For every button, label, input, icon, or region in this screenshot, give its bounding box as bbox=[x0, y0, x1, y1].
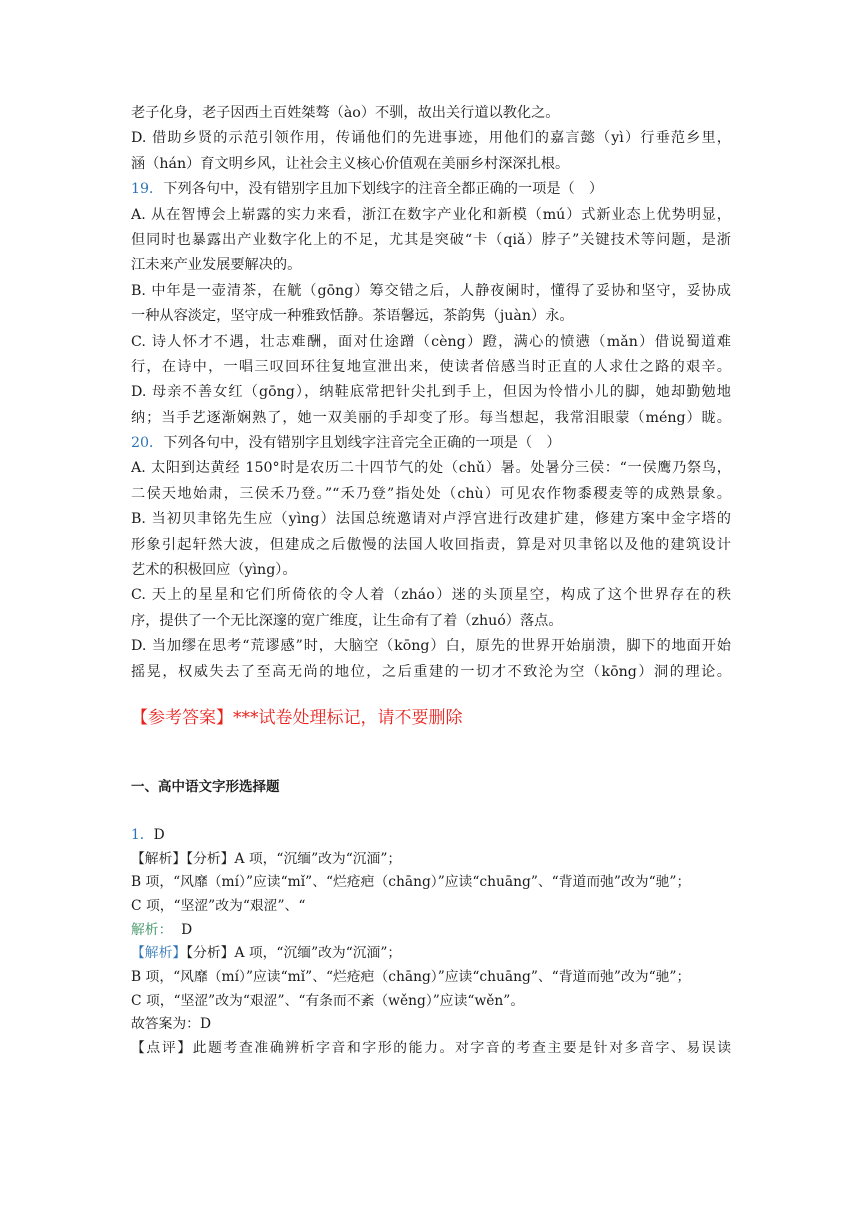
analysis-line: B 项，“风靡（mí）”应读“mǐ”、“烂疮疤（chāng）”应读“chuāng”、“背道而弛”改为“驰”； bbox=[131, 874, 691, 891]
jiexi-label: 解析： bbox=[131, 921, 173, 938]
section-title: 一、高中语文字形选择题 bbox=[131, 778, 280, 795]
fenxi-text: 【分析】A 项，“沉缅”改为“沉湎”； bbox=[186, 945, 402, 962]
option-line: B. 中年是一壶清茶，在觥（gōng）筹交错之后，人静夜阑时，懂得了妥协和坚守，妥协成 bbox=[131, 282, 731, 299]
option-line: B. 当初贝聿铭先生应（yìng）法国总统邀请对卢浮宫进行改建扩建，修建方案中金字塔的 bbox=[131, 511, 731, 528]
question-19-stem bbox=[131, 177, 731, 202]
jiexi-value: D bbox=[181, 921, 193, 938]
jiexi-tag: 【解析】 bbox=[131, 945, 187, 962]
answer-value: D bbox=[153, 826, 165, 843]
analysis-line bbox=[131, 942, 731, 966]
jiexi-line bbox=[131, 919, 731, 943]
option-line: 摇晃，权威失去了至高无尚的地位，之后重建的一切才不致沦为空（kōng）洞的理论。 bbox=[131, 663, 731, 680]
option-line: 二侯天地始肃，三侯禾乃登。”“禾乃登”指处处（chù）可见农作物黍稷麦等的成熟景象。 bbox=[131, 485, 731, 502]
option-line: 形象引起轩然大波，但建成之后傲慢的法国人收回指责，算是对贝聿铭以及他的建筑设计 bbox=[131, 536, 731, 553]
option-line: C. 天上的星星和它们所倚依的令人着（zháo）迷的头顶星空，构成了这个世界存在的秩 bbox=[131, 587, 731, 604]
question-stem: 下列各句中，没有错别字且划线字注音完全正确的一项是（ ） bbox=[163, 435, 561, 452]
question-stem: 下列各句中，没有错别字且加下划线字的注音全都正确的一项是（ ） bbox=[163, 181, 604, 198]
option-line: 序，提供了一个无比深邃的宽广维度，让生命有了着（zhuó）落点。 bbox=[131, 612, 563, 629]
answer-1 bbox=[131, 824, 731, 848]
answer-number: 1． bbox=[131, 826, 154, 843]
option-line: A. 从在智博会上崭露的实力来看，浙江在数字产业化和新模（mú）式新业态上优势明显， bbox=[131, 206, 731, 223]
option-line: 一种从容淡定，坚守成一种雅致恬静。茶语馨远，茶韵隽（juàn）永。 bbox=[131, 308, 574, 325]
text-line: 老子化身，老子因西土百姓桀骜（ào）不驯，故出关行道以教化之。 bbox=[131, 105, 560, 121]
analysis-line: C 项，“坚涩”改为“艰涩”、“ bbox=[131, 898, 306, 915]
reference-answer-marker: 【参考答案】***试卷处理标记，请不要删除 bbox=[131, 707, 463, 728]
option-line: C. 诗人怀才不遇，壮志难酬，面对仕途蹭（cèng）蹬，满心的愤懑（mǎn）借说蜀道难 bbox=[131, 333, 731, 350]
option-line: 行，在诗中，一唱三叹回环往复地宣泄出来，使读者倍感当时正直的人求仕之路的艰辛。 bbox=[131, 358, 731, 375]
option-line: D. 母亲不善女红（gōng），纳鞋底常把针尖扎到手上，但因为怜惜小儿的脚，她却勤勉地 bbox=[131, 384, 731, 401]
option-line: 艺术的积极回应（yìng）。 bbox=[131, 562, 297, 579]
question-20-stem bbox=[131, 431, 731, 456]
analysis-line: B 项，“风靡（mí）”应读“mǐ”、“烂疮疤（chāng）”应读“chuāng”、“背道而弛”改为“驰”； bbox=[131, 969, 691, 986]
option-line: A. 太阳到达黄经 150°时是农历二十四节气的处（chǔ）暑。处暑分三侯：“一侯鹰乃祭鸟， bbox=[131, 460, 731, 477]
analysis-line: 故答案为：D bbox=[131, 1016, 212, 1033]
answer-block bbox=[131, 824, 731, 1061]
analysis-line: C 项，“坚涩”改为“艰涩”、“有条而不紊（wěng）”应读“wěn”。 bbox=[131, 992, 525, 1009]
question-number: 20． bbox=[131, 435, 164, 452]
option-line: 江未来产业发展要解决的。 bbox=[131, 257, 302, 274]
option-line: D. 当加缪在思考“荒谬感”时，大脑空（kōng）白，原先的世界开始崩溃，脚下的地面开始 bbox=[131, 638, 731, 655]
document-page bbox=[131, 101, 731, 1061]
text-line: 涵（hán）育文明乡风，让社会主义核心价值观在美丽乡村深深扎根。 bbox=[131, 155, 570, 172]
option-line: 纳；当手艺逐渐娴熟了，她一双美丽的手却变了形。每当想起，我常泪眼蒙（méng）眬。 bbox=[131, 409, 731, 426]
text-line: D. 借助乡贤的示范引领作用，传诵他们的先进事迹，用他们的嘉言懿（yì）行垂范乡里， bbox=[131, 130, 731, 147]
option-line: 但同时也暴露出产业数字化上的不足，尤其是突破“卡（qiǎ）脖子”关键技术等问题，是浙 bbox=[131, 231, 731, 248]
analysis-line: 【解析】【分析】A 项，“沉缅”改为“沉湎”； bbox=[131, 850, 402, 867]
question-number: 19． bbox=[131, 181, 164, 198]
analysis-line: 【点评】此题考查准确辨析字音和字形的能力。对字音的考查主要是针对多音字、易误读 bbox=[131, 1040, 731, 1057]
